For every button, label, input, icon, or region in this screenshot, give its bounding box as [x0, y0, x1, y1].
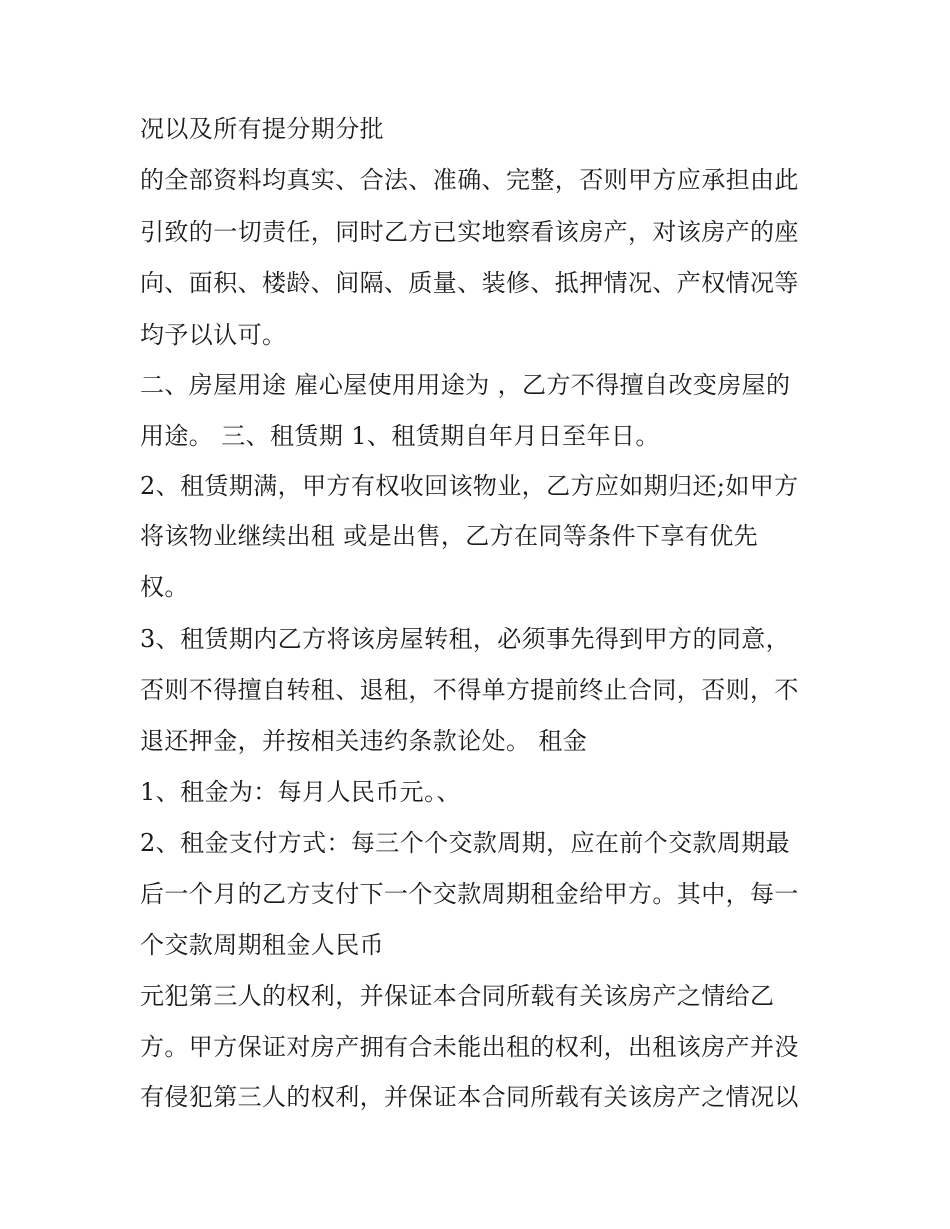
text-line-7: 用途。 三、租赁期 1、租赁期自年月日至年日。	[140, 422, 660, 450]
text-line-3: 引致的一切责任，同时乙方已实地察看该房产，对该房产的座	[140, 218, 799, 246]
text-line-16: 后一个月的乙方支付下一个交款周期租金给甲方。其中，每一	[140, 880, 799, 908]
text-line-18: 元犯第三人的权利，并保证本合同所载有关该房产之情给乙	[140, 982, 775, 1010]
text-line-2: 的全部资料均真实、合法、准确、完整，否则甲方应承担由此	[140, 166, 799, 194]
text-line-1: 况以及所有提分期分批	[140, 115, 384, 143]
text-line-12: 否则不得擅自转租、退租，不得单方提前终止合同，否则，不	[140, 676, 799, 704]
text-line-17: 个交款周期租金人民币	[140, 931, 384, 959]
text-line-13: 退还押金，并按相关违约条款论处。 租金	[140, 727, 588, 755]
text-line-10: 权。	[140, 573, 189, 601]
text-line-5: 均予以认可。	[140, 321, 287, 349]
text-line-19: 方。甲方保证对房产拥有合未能出租的权利，出租该房产并没	[140, 1033, 799, 1061]
text-line-14: 1、租金为：每月人民币元。、	[140, 778, 461, 806]
text-line-6: 二、房屋用途 雇心屋使用用途为 ，乙方不得擅自改变房屋的	[140, 371, 791, 399]
text-line-9: 将该物业继续出租 或是出售，乙方在同等条件下享有优先	[140, 522, 759, 550]
text-line-20: 有侵犯第三人的权利，并保证本合同所载有关该房产之情况以	[140, 1083, 799, 1111]
text-line-4: 向、面积、楼龄、间隔、质量、装修、抵押情况、产权情况等	[140, 269, 799, 297]
text-line-8: 2、租赁期满，甲方有权收回该物业，乙方应如期归还;如甲方	[140, 472, 799, 500]
text-line-15: 2、租金支付方式：每三个个交款周期，应在前个交款周期最	[140, 829, 791, 857]
text-line-11: 3、租赁期内乙方将该房屋转租，必须事先得到甲方的同意，	[140, 625, 791, 653]
